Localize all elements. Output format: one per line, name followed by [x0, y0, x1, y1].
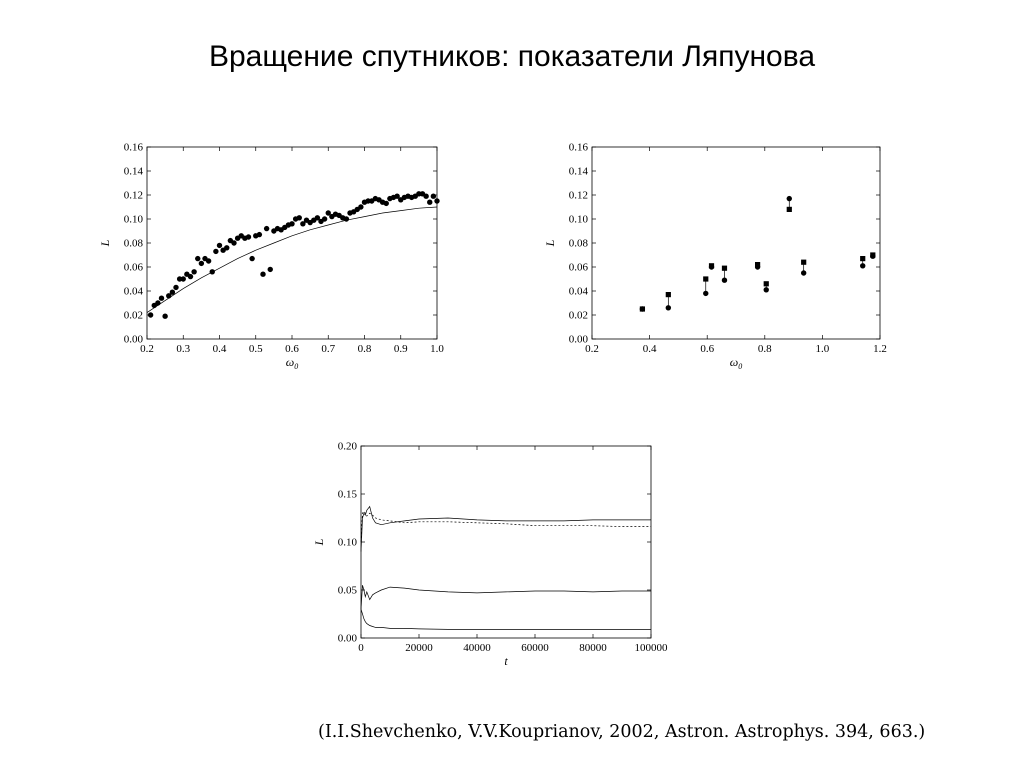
y-axis-label: L [312, 538, 326, 546]
circle-point [703, 291, 708, 296]
plot-frame [592, 147, 880, 339]
data-point [162, 314, 167, 319]
y-tick-label: 0.02 [568, 309, 588, 322]
x-tick-label: 20000 [405, 642, 433, 654]
circle-point [722, 278, 727, 283]
slide-title: Вращение спутников: показатели Ляпунова [208, 40, 816, 73]
data-point [322, 216, 327, 221]
data-point [181, 276, 186, 281]
data-point [195, 256, 200, 261]
x-tick-label: 1.0 [815, 343, 830, 355]
x-tick-label: 0 [358, 642, 364, 654]
series-line-2 [361, 511, 651, 542]
data-point [423, 194, 428, 199]
data-point [431, 194, 436, 199]
x-tick-label: 0.4 [212, 343, 227, 355]
y-tick-label: 0.10 [568, 213, 588, 226]
y-tick-label: 0.05 [337, 584, 357, 597]
data-point [159, 296, 164, 301]
y-tick-label: 0.10 [337, 536, 357, 549]
y-tick-label: 0.04 [123, 285, 143, 298]
data-point [246, 234, 251, 239]
circle-point [755, 264, 760, 269]
x-tick-label: 1.2 [873, 343, 887, 355]
x-tick-label: 40000 [463, 642, 491, 654]
y-tick-label: 0.16 [123, 141, 143, 154]
data-point [224, 245, 229, 250]
y-tick-label: 0.00 [568, 333, 588, 346]
x-tick-label: 0.8 [757, 343, 772, 355]
y-tick-label: 0.12 [568, 189, 588, 202]
y-tick-label: 0.15 [337, 488, 357, 501]
data-point [206, 258, 211, 263]
square-point [787, 207, 792, 212]
data-point [210, 269, 215, 274]
x-tick-label: 0.7 [321, 343, 336, 355]
x-tick-label: 80000 [579, 642, 607, 654]
x-tick-label: 0.8 [357, 343, 372, 355]
x-tick-label: 0.6 [285, 343, 299, 355]
circle-point [801, 270, 806, 275]
data-point [170, 290, 175, 295]
y-tick-label: 0.16 [568, 141, 588, 154]
square-point [764, 281, 769, 286]
data-point [264, 226, 269, 231]
x-axis-label: $\omega_0$ [729, 355, 743, 371]
data-point [191, 269, 196, 274]
series-line-1 [361, 507, 651, 552]
data-point [148, 312, 153, 317]
y-tick-label: 0.14 [123, 165, 143, 178]
y-tick-label: 0.04 [568, 285, 588, 298]
series-line-4 [361, 609, 651, 629]
data-point [155, 300, 160, 305]
circle-point [709, 264, 714, 269]
y-tick-label: 0.10 [123, 213, 143, 226]
circle-point [870, 254, 875, 259]
data-point [217, 243, 222, 248]
series-line-3 [361, 585, 651, 609]
y-tick-label: 0.14 [568, 165, 588, 178]
data-point [358, 204, 363, 209]
y-tick-label: 0.06 [123, 261, 143, 274]
chart-lyapunov-vs-time [300, 432, 680, 682]
data-point [231, 240, 236, 245]
data-point [199, 261, 204, 266]
chart-lyapunov-vs-omega-left [100, 135, 450, 385]
x-tick-label: 1.0 [430, 343, 444, 355]
x-axis-label: t [504, 654, 508, 668]
data-point [289, 221, 294, 226]
circle-point [666, 305, 671, 310]
data-point [173, 285, 178, 290]
y-tick-label: 0.12 [123, 189, 143, 202]
x-tick-label: 0.6 [700, 343, 715, 355]
circle-point [787, 196, 792, 201]
citation: (I.I.Shevchenko, V.V.Kouprianov, 2002, Astron. Astrophys. 394, 663.) [318, 722, 926, 742]
square-point [860, 256, 865, 261]
plot-frame [361, 446, 651, 638]
data-point [297, 215, 302, 220]
y-tick-label: 0.08 [568, 237, 588, 250]
x-tick-label: 60000 [521, 642, 549, 654]
data-point [434, 198, 439, 203]
square-point [703, 276, 708, 281]
x-tick-label: 0.2 [585, 343, 599, 355]
data-point [188, 274, 193, 279]
y-axis-label: L [98, 239, 112, 247]
y-tick-label: 0.02 [123, 309, 143, 322]
plot-frame [147, 147, 437, 339]
chart-lyapunov-vs-omega-right [540, 135, 900, 385]
data-point [384, 201, 389, 206]
data-point [344, 216, 349, 221]
x-tick-label: 0.2 [140, 343, 154, 355]
x-axis-label: $\omega_0$ [285, 355, 299, 371]
circle-point [640, 306, 645, 311]
y-tick-label: 0.20 [337, 440, 357, 453]
y-tick-label: 0.00 [337, 632, 357, 645]
square-point [666, 292, 671, 297]
x-tick-label: 0.3 [176, 343, 191, 355]
circle-point [764, 287, 769, 292]
data-point [249, 256, 254, 261]
square-point [801, 260, 806, 265]
x-tick-label: 0.9 [393, 343, 408, 355]
data-point [260, 272, 265, 277]
y-axis-label: L [543, 239, 557, 247]
data-point [213, 249, 218, 254]
x-tick-label: 0.5 [248, 343, 263, 355]
x-tick-label: 100000 [634, 642, 668, 654]
y-tick-label: 0.00 [123, 333, 143, 346]
y-tick-label: 0.08 [123, 237, 143, 250]
square-point [722, 266, 727, 271]
data-point [427, 200, 432, 205]
x-tick-label: 0.4 [642, 343, 657, 355]
circle-point [860, 263, 865, 268]
data-point [268, 267, 273, 272]
y-tick-label: 0.06 [568, 261, 588, 274]
data-point [257, 232, 262, 237]
